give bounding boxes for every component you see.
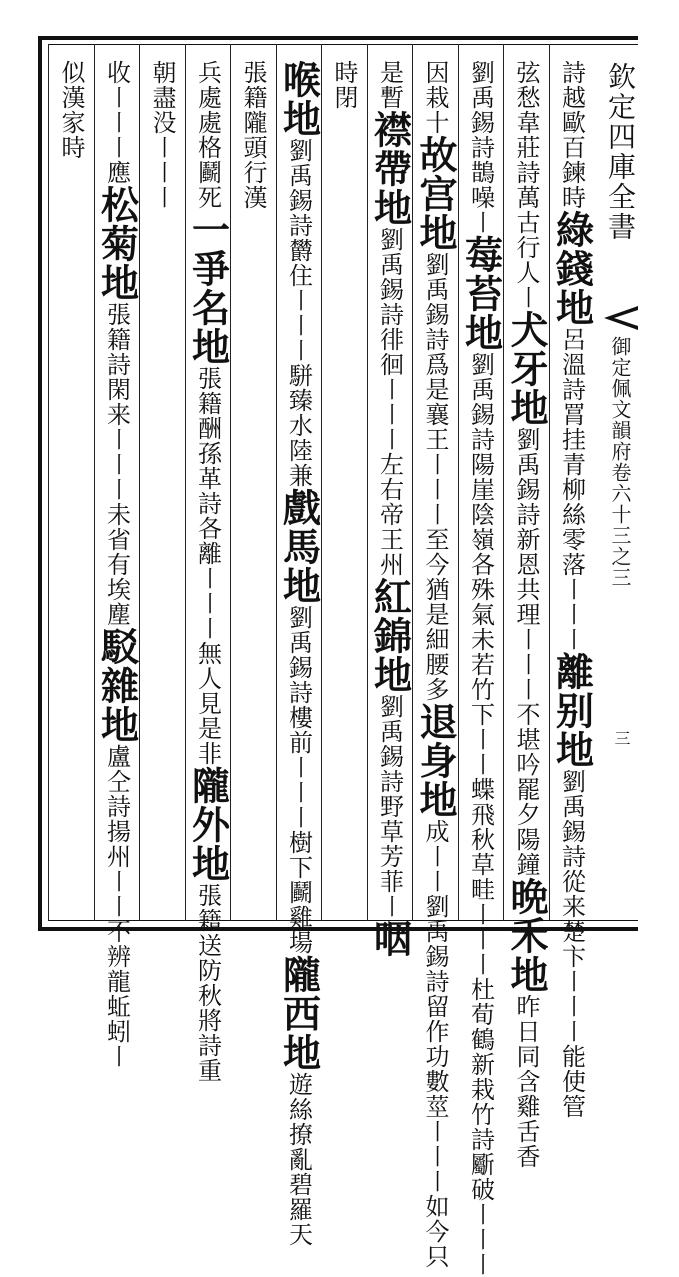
annotation-text: 張籍詩閑来〡〡〡未省有埃塵	[102, 302, 131, 627]
annotation-text: 盧仝詩揚州〡〡不辨龍蚯蚓〡	[102, 744, 131, 1069]
headword: 晩禾地	[504, 877, 549, 994]
text-column	[549, 60, 595, 1119]
annotation-text: 因栽十	[421, 60, 449, 135]
annotation-text: 弦愁韋莊詩萬古行人〡	[512, 60, 540, 310]
headword: 離别地	[549, 652, 595, 769]
annotation-text: 朝盡没〡〡〡	[148, 60, 176, 210]
headword: 松菊地	[94, 185, 140, 302]
text-column	[458, 60, 504, 1277]
text-column	[276, 60, 322, 1247]
text-column	[413, 60, 458, 1269]
annotation-text: 張籍送防秋將詩重	[193, 883, 222, 1083]
headword: 紅錦地	[367, 577, 413, 694]
annotation-text: 劉禹錫詩陽崖陰嶺各殊氣未若竹下〡〡蝶飛秋草畦〡〡〡杜荀鶴新栽竹詩斸破〡〡〡	[466, 352, 495, 1277]
annotation-text: 張籍酬孫革詩各離〡〡〡無人見是非	[193, 366, 222, 766]
text-column	[231, 60, 275, 916]
annotation-text: 收〡〡〡應	[102, 60, 131, 185]
headword: 隴西地	[276, 955, 322, 1072]
headword: 故宫地	[413, 135, 458, 252]
annotation-text: 昨日同含雞舌香	[512, 994, 540, 1169]
annotation-text: 劉禹錫詩徘徊〡〡〡左右帝王州	[375, 227, 404, 577]
headword: 咽	[367, 919, 413, 958]
annotation-text: 兵處處格鬬死	[193, 60, 222, 210]
fish-tail-mark-icon	[604, 306, 638, 330]
annotation-text: 劉禹錫詩欝住〡〡〡駢臻水陸兼	[284, 138, 313, 488]
annotation-text: 劉禹錫詩爲是襄王〡〡〡至今猶是細腰多	[421, 252, 449, 702]
headword: 喉地	[276, 60, 322, 138]
text-column	[504, 60, 549, 1169]
text-column	[140, 60, 184, 916]
annotation-text: 詩越歐百鍊時	[557, 60, 586, 210]
annotation-text: 劉禹錫詩從来楚卞〡〡〡能使管	[557, 769, 586, 1119]
annotation-text: 劉禹錫詩鵲噪〡	[466, 60, 495, 235]
folio-number: 三	[612, 730, 631, 746]
annotation-text: 時閉	[330, 60, 358, 110]
annotation-text: 似漢家時	[57, 60, 85, 160]
annotation-text: 劉禹錫詩野草芳菲〡	[375, 694, 404, 919]
headword: 退身地	[413, 702, 458, 819]
annotation-text: 劉禹錫詩新恩共理〡〡〡不堪吟罷夕陽鐘	[512, 427, 540, 877]
headword: 犬牙地	[504, 310, 549, 427]
annotation-text: 是暫	[375, 60, 404, 110]
annotation-text: 呂溫詩罥挂青柳絲零落〡〡〡	[557, 327, 586, 652]
headword: 襟帶地	[367, 110, 413, 227]
headword: 戲馬地	[276, 488, 322, 605]
annotation-text: 劉禹錫詩樓前〡〡〡樹下鬬雞場	[284, 605, 313, 955]
annotation-text: 成〡〡劉禹錫詩留作功數莖〡〡〡如今只	[421, 819, 449, 1269]
headword: 綠錢地	[549, 210, 595, 327]
text-column	[322, 60, 366, 916]
headword: 隴外地	[185, 766, 231, 883]
volume-title: 御定佩文韻府卷六十三之三	[608, 336, 632, 588]
text-column	[49, 60, 93, 916]
book-title: 欽定四庫全書	[604, 62, 637, 242]
annotation-text: 遊絲撩亂碧羅天	[284, 1072, 313, 1247]
annotation-text: 頭行漢	[239, 135, 267, 210]
text-column	[367, 60, 413, 958]
headword: 駁雜地	[94, 627, 140, 744]
annotation-text: 張籍隴	[239, 60, 267, 135]
text-column	[94, 60, 140, 1069]
headword: 莓苔地	[458, 235, 504, 352]
text-column	[185, 60, 231, 1083]
headword: 一爭名地	[185, 210, 231, 366]
